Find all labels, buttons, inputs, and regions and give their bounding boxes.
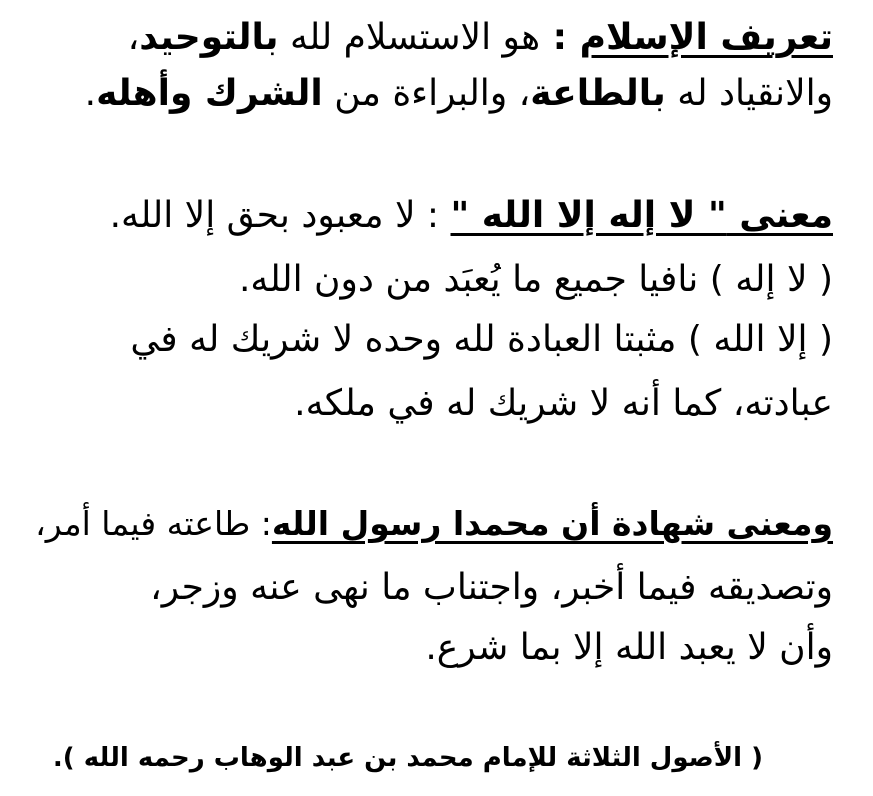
- islam-colon: :: [540, 17, 580, 58]
- islam-def-a: هو الاستسلام لله: [278, 17, 541, 58]
- la-ilaha-line-1: [30, 192, 833, 240]
- la-ilaha-term-container: [451, 195, 833, 236]
- islam-definition-line-1: [30, 14, 833, 62]
- muhammad-term: ومعنى شهادة أن محمدا رسول الله: [271, 504, 833, 543]
- islam-line2-c: ، والبراءة من: [322, 73, 531, 114]
- islam-def-comma: ،: [127, 17, 140, 58]
- islam-def-tawhid: بالتوحيد: [139, 17, 279, 58]
- islam-definition-line-2: [30, 70, 833, 118]
- muhammad-line-3: [30, 624, 833, 672]
- la-ilaha-negation: ( لا إله ) نافيا جميع ما يُعبَد من دون الله.: [238, 259, 833, 300]
- muhammad-line-1: [30, 500, 833, 548]
- muhammad-line-2-text: وتصديقه فيما أخبر، واجتناب ما نهى عنه وزجر،: [150, 567, 833, 608]
- islam-line2-a: والانقياد له: [665, 73, 833, 114]
- islam-term: تعريف الإسلام: [579, 17, 833, 58]
- la-ilaha-prefix: معنى: [726, 195, 833, 236]
- la-ilaha-affirmation: ( إلا الله ) مثبتا العبادة لله وحده لا شريك له في: [130, 319, 833, 360]
- la-ilaha-def: : لا معبود بحق إلا الله.: [109, 195, 451, 236]
- la-ilaha-line-3: [30, 316, 833, 364]
- source-citation: ( الأصول الثلاثة للإمام محمد بن عبد الوهاب رحمه الله ).: [52, 743, 763, 773]
- la-ilaha-line-2: [30, 256, 833, 304]
- muhammad-line-3-text: وأن لا يعبد الله إلا بما شرع.: [425, 627, 833, 668]
- islam-line2-shirk: الشرك وأهله: [96, 73, 323, 114]
- la-ilaha-term: " لا إله إلا الله ": [450, 195, 727, 236]
- muhammad-line-2: [30, 564, 833, 612]
- islam-line2-period: .: [84, 73, 97, 114]
- la-ilaha-affirmation-cont: عبادته، كما أنه لا شريك له في ملكه.: [294, 383, 833, 424]
- muhammad-def: : طاعته فيما أمر،: [35, 504, 272, 543]
- islam-line2-taah: بالطاعة: [530, 73, 666, 114]
- la-ilaha-line-4: [30, 380, 833, 428]
